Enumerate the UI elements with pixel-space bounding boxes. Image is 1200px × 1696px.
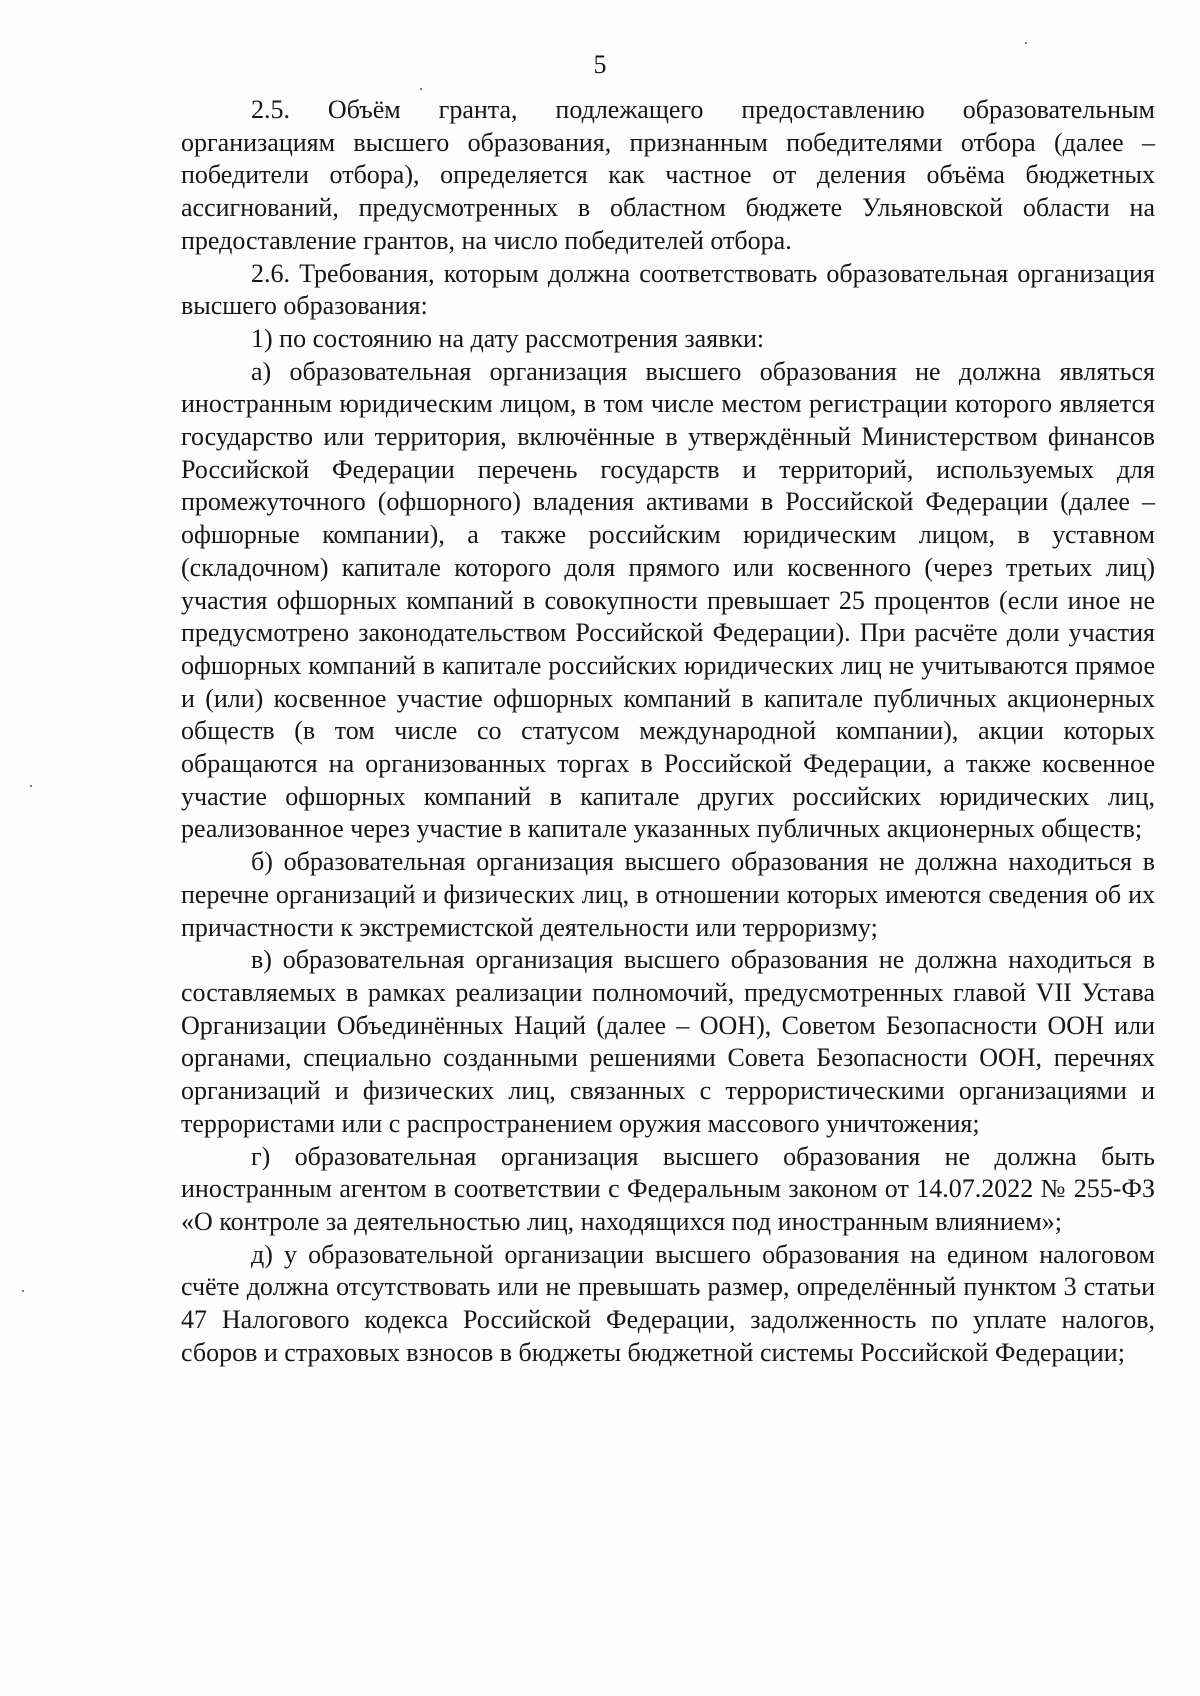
scan-speck xyxy=(30,785,32,787)
scan-speck xyxy=(22,1290,24,1292)
document-body xyxy=(181,94,1155,1369)
paragraph-item-b: б) образовательная организация высшего образования не должна находиться в перечне организаций и физических лиц, в отношении которых имеются сведения об их причастности к экстремистской деятельности или терроризму; xyxy=(181,847,1155,942)
scan-speck xyxy=(1025,42,1027,44)
paragraph-item-d: д) у образовательной организации высшего образования на едином налоговом счёте должна отсутствовать или не превышать размер, определённый пунктом 3 статьи 47 Налогового кодекса Российской Федерации, задолженность по уплате налогов, сборов и страховых взносов в бюджеты бюджетной системы Российской Федерации; xyxy=(181,1239,1155,1367)
scan-speck xyxy=(420,88,422,90)
paragraph-2-6: 2.6. Требования, которым должна соответствовать образовательная организация высшего образования: xyxy=(181,258,1155,321)
page-number: 5 xyxy=(593,50,607,79)
paragraph-item-a: а) образовательная организация высшего образования не должна являться иностранным юридическим лицом, в том числе местом регистрации которого является государство или территория, включённые в утверждённый Министерством финансов Российской Федерации перечень государств и территорий, используемых для промежуточного (офшорного) владения активами в Российской Федерации (далее – офшорные компании), а также российским юридическим лицом, в уставном (складочном) капитале которого доля прямого или косвенного (через третьих лиц) участия офшорных компаний в совокупности превышает 25 процентов (если иное не предусмотрено законодательством Российской Федерации). При расчёте доли участия офшорных компаний в капитале российских юридических лиц не учитываются прямое и (или) косвенное участие офшорных компаний в капитале публичных акционерных обществ (в том числе со статусом международной компании), акции которых обращаются на организованных торгах в Российской Федерации, а также косвенное участие офшорных компаний в капитале других российских юридических лиц, реализованное через участие в капитале указанных публичных акционерных обществ; xyxy=(181,356,1155,844)
paragraph-item-g: г) образовательная организация высшего образования не должна быть иностранным агентом в соответствии с Федеральным законом от 14.07.2022 № 255-ФЗ «О контроле за деятельностью лиц, находящихся под иностранным влиянием»; xyxy=(181,1141,1155,1236)
paragraph-2-5: 2.5. Объём гранта, подлежащего предоставлению образовательным организациям высшего образования, признанным победителями отбора (далее – победители отбора), определяется как частное от деления объёма бюджетных ассигнований, предусмотренных в областном бюджете Ульяновской области на предоставление грантов, на число победителей отбора. xyxy=(181,95,1155,255)
paragraph-item-v: в) образовательная организация высшего образования не должна находиться в составляемых в рамках реализации полномочий, предусмотренных главой VII Устава Организации Объединённых Наций (далее – ООН), Советом Безопасности ООН или органами, специально созданными решениями Совета Безопасности ООН, перечнях организаций и физических лиц, связанных с террористическими организациями и террористами или с распространением оружия массового уничтожения; xyxy=(181,945,1155,1138)
paragraph-item-1: 1) по состоянию на дату рассмотрения заявки: xyxy=(251,323,765,353)
